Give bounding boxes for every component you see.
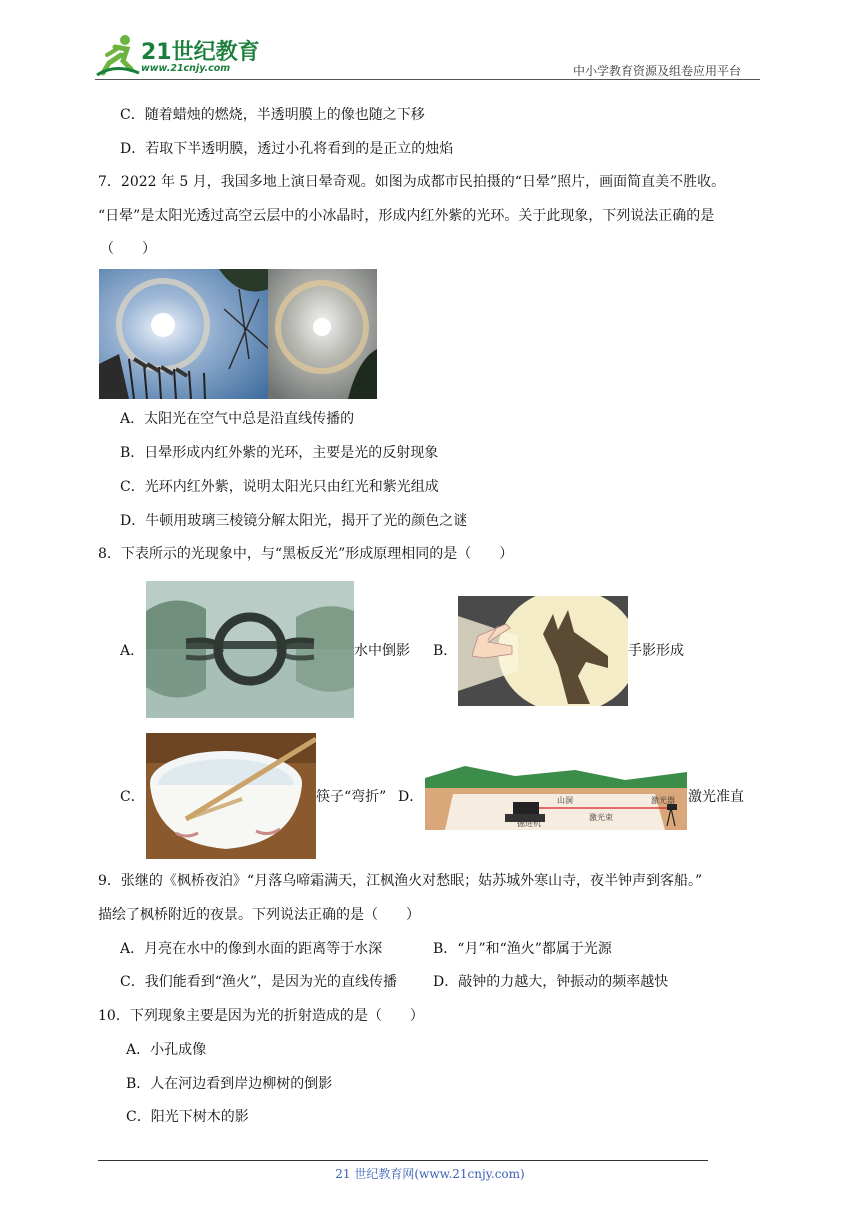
footer-link[interactable]: 21 世纪教育网(www.21cnjy.com) [335, 1167, 525, 1181]
q9-option-c: C．我们能看到“渔火”，是因为光的直线传播 [120, 974, 398, 990]
runner-logo-icon [95, 33, 141, 77]
q6-option-c: C．随着蜡烛的燃烧，半透明膜上的像也随之下移 [120, 107, 425, 123]
label-laser-beam: 激光束 [589, 813, 613, 822]
laser-tunnel-diagram [425, 764, 687, 830]
footer-divider [98, 1160, 708, 1161]
header-divider [95, 79, 760, 80]
q8-option-b-caption: 手影形成 [628, 643, 684, 659]
q8-option-d-letter: D． [398, 789, 424, 805]
q10-option-a: A．小孔成像 [126, 1042, 207, 1058]
q8-option-a-letter: A． [120, 643, 145, 659]
q6-option-d: D．若取下半透明膜，透过小孔将看到的是正立的烛焰 [120, 141, 454, 157]
q8-option-b-letter: B． [433, 643, 458, 659]
q8-stem: 8．下表所示的光现象中，与“黑板反光”形成原理相同的是（ ） [98, 546, 514, 562]
label-cave: 山洞 [557, 796, 573, 805]
q9-option-d: D．敲钟的力越大，钟振动的频率越快 [433, 974, 669, 990]
q9-option-a: A．月亮在水中的像到水面的距离等于水深 [120, 941, 383, 957]
q7-option-b: B．日晕形成内红外紫的光环，主要是光的反射现象 [120, 445, 439, 461]
q8-option-c-caption: 筷子“弯折” [316, 789, 387, 805]
label-boring-machine: 掘进机 [517, 819, 541, 828]
q9-option-b: B．“月”和“渔火”都属于光源 [433, 941, 612, 957]
label-laser-device: 激光器 [651, 796, 675, 805]
q10-option-c: C．阳光下树木的影 [126, 1109, 249, 1125]
header-platform-name: 中小学教育资源及组卷应用平台 [573, 64, 742, 78]
bridge-reflection-photo [146, 581, 354, 718]
logo-url: www.21cnjy.com [141, 63, 231, 74]
q9-stem-line-1: 9．张继的《枫桥夜泊》“月落乌啼霜满天，江枫渔火对愁眠；姑苏城外寒山寺，夜半钟声到客船。” [98, 873, 703, 889]
q7-stem-line-2: “日晕”是太阳光透过高空云层中的小冰晶时，形成内红外紫的光环。关于此现象，下列说法正确的是 [98, 208, 715, 224]
q9-stem-line-2: 描绘了枫桥附近的夜景。下列说法正确的是（ ） [98, 907, 420, 923]
hand-shadow-photo [458, 596, 628, 706]
q10-option-b: B．人在河边看到岸边柳树的倒影 [126, 1076, 333, 1092]
q7-option-a: A．太阳光在空气中总是沿直线传播的 [120, 411, 355, 427]
q10-stem: 10．下列现象主要是因为光的折射造成的是（ ） [98, 1008, 424, 1024]
q8-option-a-caption: 水中倒影 [354, 643, 410, 659]
q7-stem-line-1: 7．2022 年 5 月，我国多地上演日晕奇观。如图为成都市民拍摄的“日晕”照片，画面简直美不胜收。 [98, 174, 726, 190]
q7-option-c: C．光环内红外紫，说明太阳光只由红光和紫光组成 [120, 479, 439, 495]
q7-option-d: D．牛顿用玻璃三棱镜分解太阳光，揭开了光的颜色之谜 [120, 513, 468, 529]
q7-answer-bracket: （ ） [100, 241, 156, 257]
q8-option-d-caption: 激光准直 [688, 789, 744, 805]
chopstick-in-bowl-photo [146, 733, 316, 859]
sun-halo-photo-1 [99, 269, 269, 399]
q8-option-c-letter: C． [120, 789, 145, 805]
logo-text: 21世纪教育 [141, 40, 260, 65]
sun-halo-photo-2 [268, 269, 377, 399]
site-logo [95, 33, 260, 79]
